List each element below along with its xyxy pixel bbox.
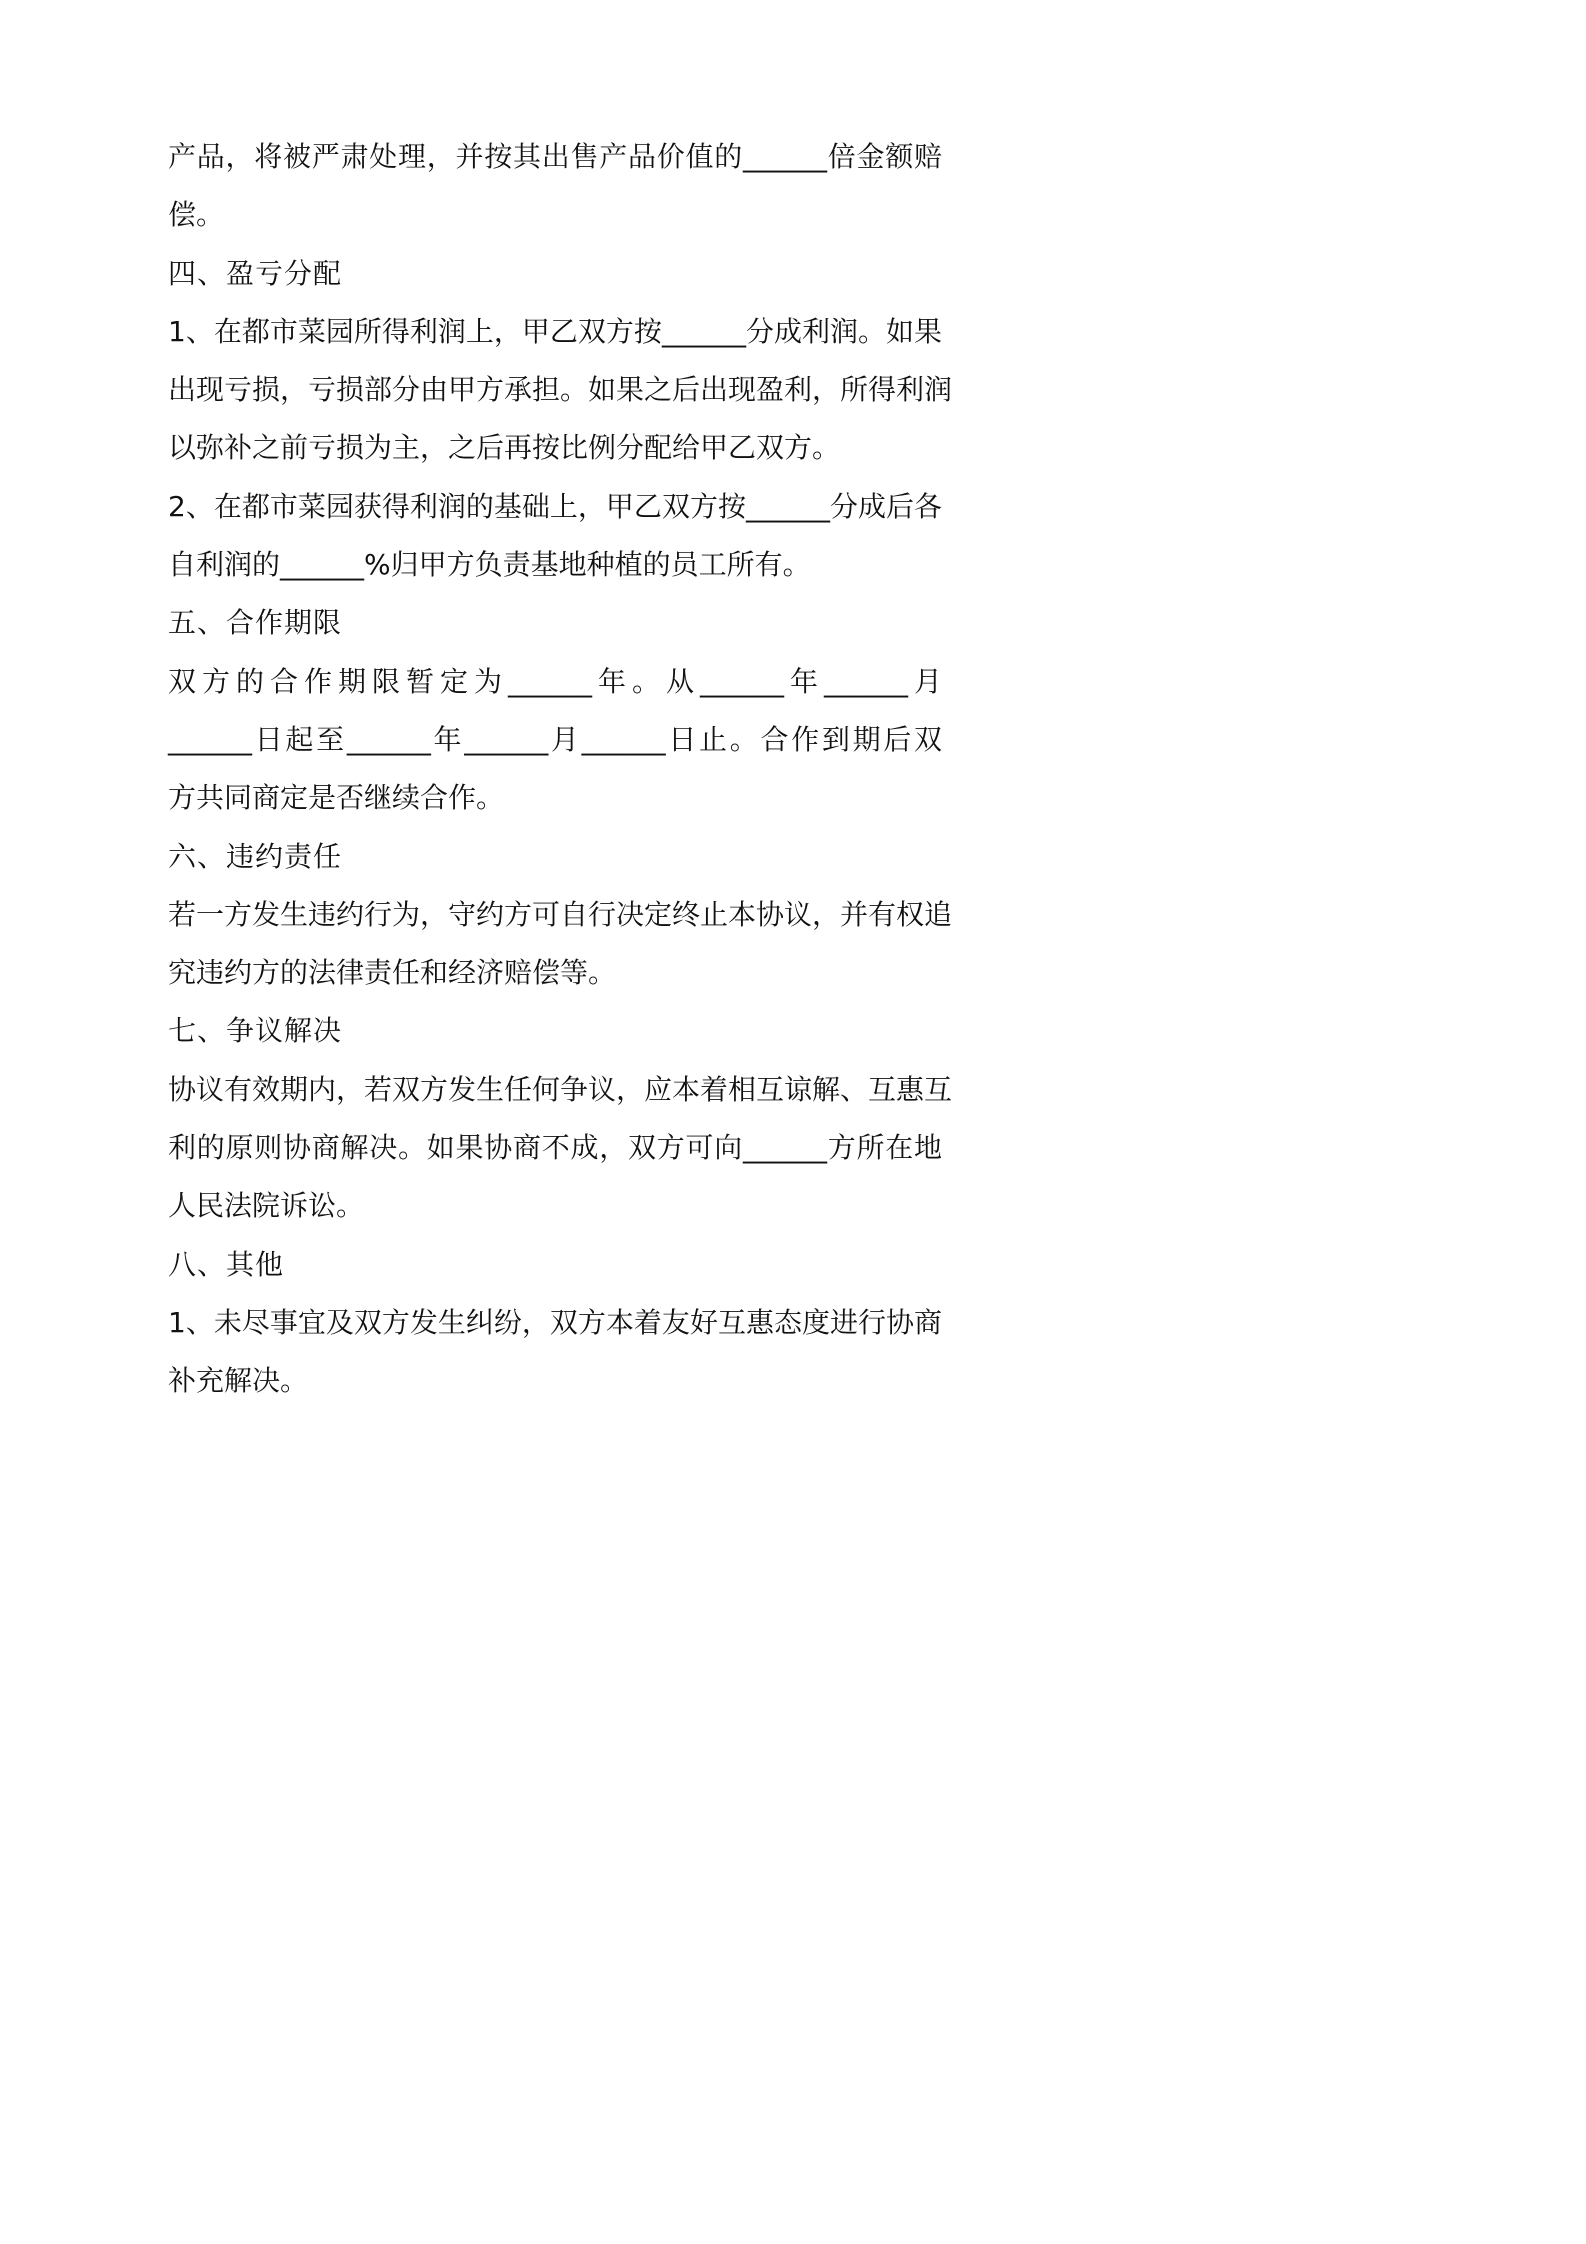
section-heading-breach-liability: 六、违约责任 [168,839,343,873]
section-heading-profit-distribution: 四、盈亏分配 [168,256,343,290]
document-page [168,128,953,1411]
paragraph-line: 自利润的______%归甲方负责基地种植的员工所有。 [168,548,811,582]
paragraph-line: 出现亏损，亏损部分由甲方承担。如果之后出现盈利，所得利润 [168,373,953,407]
paragraph-line: 偿。 [168,198,225,232]
section-heading-other: 八、其他 [168,1247,285,1281]
paragraph-line: 补充解决。 [168,1364,309,1398]
paragraph-line: ______日起至______年______月______日止。合作到期后双 [168,722,942,756]
paragraph-line: 产品，将被严肃处理，并按其出售产品价值的______倍金额赔 [168,140,942,173]
paragraph-line: 协议有效期内，若双方发生任何争议，应本着相互谅解、互惠互 [168,1072,953,1106]
paragraph-line: 1、未尽事宜及双方发生纠纷，双方本着友好互惠态度进行协商 [168,1305,942,1339]
paragraph-line: 若一方发生违约行为，守约方可自行决定终止本协议，并有权追 [168,897,953,931]
paragraph-line: 利的原则协商解决。如果协商不成，双方可向______方所在地 [168,1131,942,1165]
paragraph-line: 究违约方的法律责任和经济赔偿等。 [168,956,617,990]
section-heading-dispute-resolution: 七、争议解决 [168,1014,343,1048]
paragraph-line: 方共同商定是否继续合作。 [168,781,505,815]
paragraph-line: 双方的合作期限暂定为______年。从______年______月 [168,664,942,698]
section-heading-cooperation-period: 五、合作期限 [168,606,343,640]
paragraph-line: 2、在都市菜园获得利润的基础上，甲乙双方按______分成后各 [168,489,942,523]
paragraph-line: 以弥补之前亏损为主，之后再按比例分配给甲乙双方。 [168,431,841,465]
paragraph-line: 人民法院诉讼。 [168,1189,365,1223]
paragraph-line: 1、在都市菜园所得利润上，甲乙双方按______分成利润。如果 [168,314,942,348]
